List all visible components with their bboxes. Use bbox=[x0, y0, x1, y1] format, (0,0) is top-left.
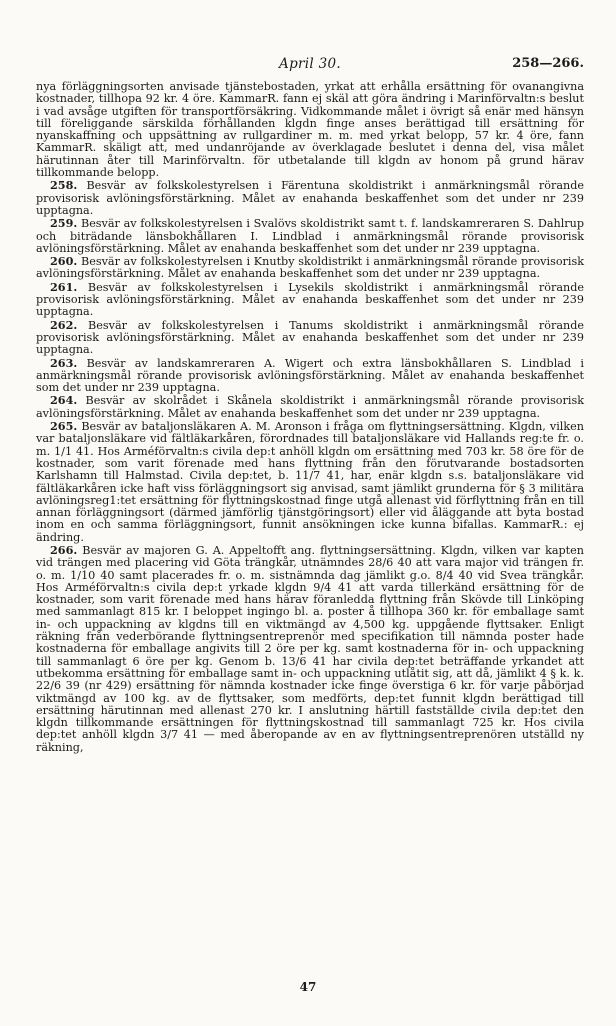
paragraph-text: Besvär av skolrådet i Skånela skoldistrikt i anmärkningsmål rörande provisorisk avlöningsförstärkning. Målet av enahanda beskaffenhet som det under nr 239 upptagna. bbox=[36, 394, 584, 420]
case-number: 266. bbox=[50, 542, 78, 557]
case-paragraph bbox=[36, 255, 584, 281]
case-paragraph bbox=[36, 179, 584, 217]
case-number: 258. bbox=[50, 178, 78, 193]
paragraph-continued bbox=[36, 81, 584, 179]
case-paragraph bbox=[36, 217, 584, 255]
case-number: 259. bbox=[50, 216, 78, 231]
paragraph-text: nya förläggningsorten anvisade tjänstebostaden, yrkat att erhålla ersättning för ovanangivna kostnader, tillhopa 92 kr. 4 öre. KammarR. fann ej skäl att göra ändring i Marinförvaltn:s beslut i vad avsåge utgiften för transportförsäkring. Vidkommande målet i övrigt så enär med hänsyn till föreliggande särskilda förhållanden klgdn finge anses berättigad till ersättning för nyanskaffning och uppsättning av rullgardiner m. m. med yrkat belopp, 57 kr. 4 öre, fann KammarR. skäligt att, med undanröjande av överklagade beslutet i denna del, visa målet härutinnan åter till Marinförvaltn. för utbetalande till klgdn av honom på grund härav tillkommande belopp. bbox=[36, 80, 584, 180]
paragraph-text: Besvär av folkskolestyrelsen i Färentuna skoldistrikt i anmärkningsmål rörande provisorisk avlöningsförstärkning. Målet av enahanda beskaffenhet som det under nr 239 upptagna. bbox=[36, 179, 584, 217]
case-paragraph bbox=[36, 544, 584, 754]
paragraph-text: Besvär av majoren G. A. Appeltofft ang. flyttningsersättning. Klgdn, vilken var kapten vid trängen med placering vid Göta trängkår, utnämndes 28/6 40 att vara major vid trängen fr. o. m. 1/10 40 samt placerades fr. o. m. sistnämnda dag jämlikt g.o. 8/4 40 vid Svea trängkår. Hos Arméförvaltn:s civila dep:t yrkade klgdn 9/4 41 att varda tillerkänd ersättning för de kostnader, som varit förenade med hans härav föranledda flyttning från Skövde till Linköping med sammanlagt 815 kr. I beloppet ingingo bl. a. poster å tillhopa 360 kr. för emballage samt in- och uppackning av klgdns till en viktmängd av 4,500 kg. uppgående flyttsaker. Enligt räkning från vederbörande flyttningsentreprenör med specifikation till nämnda poster hade kostnaderna för emballage angivits till 2 öre per kg. samt kostnaderna för in- och uppackning till sammanlagt 6 öre per kg. Genom b. 13/6 41 har civila dep:tet beträffande yrkandet att utbekomma ersättning för emballage samt in- och uppackning utlåtit sig, att då, jämlikt 4 § k. k. 22/6 39 (nr 429) ersättning för nämnda kostnader icke finge överstiga 6 kr. för varje påbörjad viktmängd av 100 kg. av de flyttsaker, som medförts, dep:tet funnit klgdn berättigad till ersättning härutinnan med allenast 270 kr. I anslutning härtill fastställde civila dep:tet den klgdn tillkommande ersättningen för flyttningskostnad till sammanlagt 725 kr. Hos civila dep:tet anhöll klgdn 3/7 41 — med åberopande av en av flyttningsentreprenören utställd ny räkning, bbox=[36, 543, 585, 754]
running-header bbox=[36, 56, 584, 76]
paragraph-text: Besvär av folkskolestyrelsen i Knutby skoldistrikt i anmärkningsmål rörande provisorisk avlöningsförstärkning. Målet av enahanda beskaffenhet som det under nr 239 upptagna. bbox=[36, 255, 585, 281]
paragraph-text: Besvär av folkskolestyrelsen i Tanums skoldistrikt i anmärkningsmål rörande provisorisk avlöningsförstärkning. Målet av enahanda beskaffenhet som det under nr 239 upptagna. bbox=[36, 318, 584, 357]
case-paragraph bbox=[36, 281, 584, 319]
case-number: 262. bbox=[50, 317, 78, 332]
case-number: 261. bbox=[50, 279, 78, 294]
case-paragraph bbox=[36, 420, 584, 544]
paragraph-text: Besvär av bataljonsläkaren A. M. Aronson i fråga om flyttningsersättning. Klgdn, vilken var bataljonsläkare vid fältläkarkåren, förordnades till bataljonsläkare vid Hallands reg:te fr. o. m. 1/1 41. Hos Arméförvaltn:s civila dep:t anhöll klgdn om ersättning med 703 kr. 58 öre för de kostnader, som varit förenade med hans flyttning från den förutvarande bostadsorten Karlshamn till Halmstad. Civila dep:tet, b. 11/7 41, har, enär klgdn s.s. bataljonsläkare vid fältläkarkåren icke haft viss förläggningsort sig anvisad, samt jämlikt grunderna för § 3 militära avlöningsreg1:tet ersättning för flyttningskostnad finge utgå allenast vid förflyttning från en till annan förläggningsort (därmed jämförlig tjänstgöringsort) eller vid åläggande att byta bostad inom en och samma förläggningsort, funnit ansökningen icke kunna bifallas. KammarR.: ej ändring. bbox=[36, 420, 584, 544]
case-number: 265. bbox=[50, 419, 78, 434]
header-case-range: 258—266. bbox=[512, 56, 584, 71]
body-text bbox=[36, 81, 584, 754]
paragraph-text: Besvär av folkskolestyrelsen i Lysekils skoldistrikt i anmärkningsmål rörande provisorisk avlöningsförstärkning. Målet av enahanda beskaffenhet som det under nr 239 upptagna. bbox=[36, 280, 584, 319]
case-number: 264. bbox=[50, 393, 78, 408]
case-paragraph bbox=[36, 394, 584, 420]
paragraph-text: Besvär av folkskolestyrelsen i Svalövs skoldistrikt samt t. f. landskamreraren S. Dahlrup och biträdande länsbokhållaren I. Lindblad i anmärkningsmål rörande provisorisk avlöningsförstärkning. Målet av enahanda beskaffenhet som det under nr 239 upptagna. bbox=[36, 217, 585, 255]
case-paragraph bbox=[36, 319, 584, 357]
case-paragraph bbox=[36, 357, 584, 395]
case-number: 263. bbox=[50, 355, 78, 370]
case-number: 260. bbox=[50, 254, 78, 269]
header-title: April 30. bbox=[279, 56, 341, 72]
paragraph-text: Besvär av landskamreraren A. Wigert och extra länsbokhållaren S. Lindblad i anmärkningsmål rörande provisorisk avlöningsförstärkning. Målet av enahanda beskaffenhet som det under nr 239 upptagna. bbox=[36, 356, 584, 395]
page-number: 47 bbox=[299, 980, 317, 994]
